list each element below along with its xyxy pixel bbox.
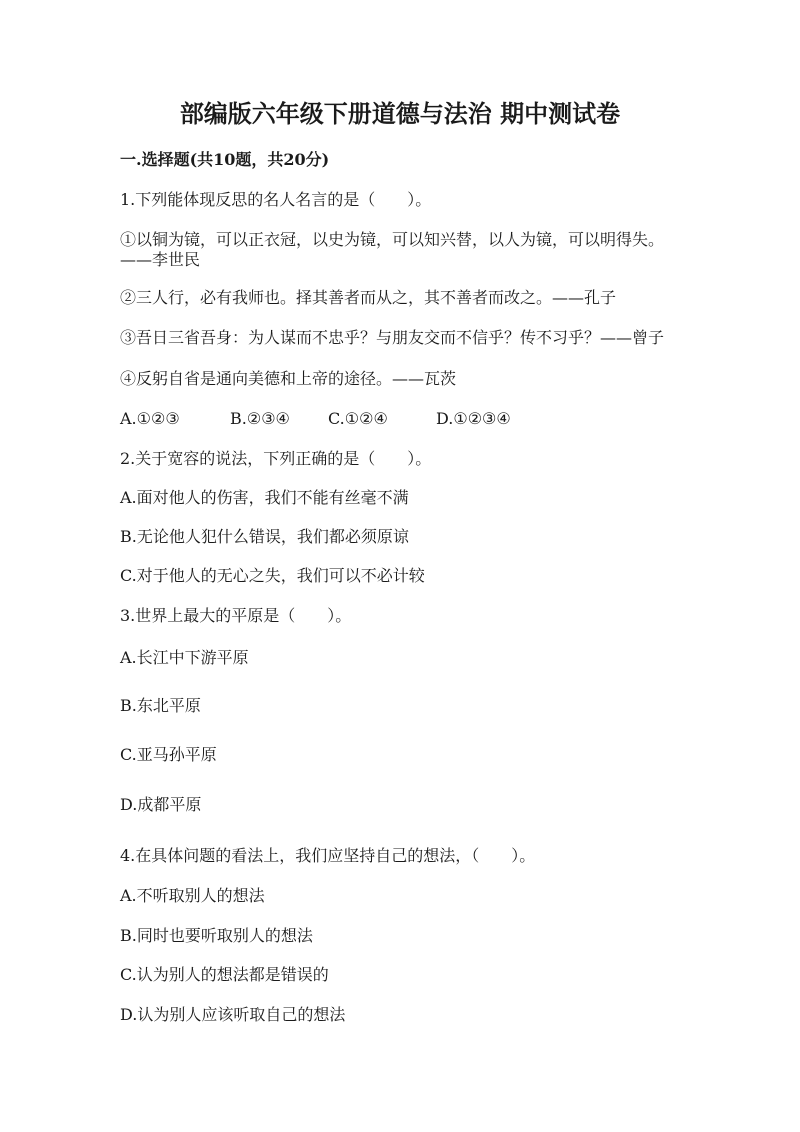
question-1-item-2: ②三人行，必有我师也。择其善者而从之，其不善者而改之。——孔子	[120, 288, 617, 307]
question-1-option-a: A.①②③	[120, 409, 180, 428]
question-2-option-c: C.对于他人的无心之失，我们可以不必计较	[120, 566, 425, 585]
question-3-option-a: A.长江中下游平原	[120, 648, 249, 667]
question-2-option-b: B.无论他人犯什么错误，我们都必须原谅	[120, 527, 409, 546]
question-4-option-b: B.同时也要听取别人的想法	[120, 926, 313, 945]
question-1-option-b: B.②③④	[230, 409, 290, 428]
question-3-stem: 3.世界上最大的平原是（ ）。	[120, 606, 352, 625]
question-4-option-c: C.认为别人的想法都是错误的	[120, 965, 329, 984]
question-1-item-4: ④反躬自省是通向美德和上帝的途径。——瓦茨	[120, 369, 457, 388]
question-1-item-3: ③吾日三省吾身：为人谋而不忠乎？与朋友交而不信乎？传不习乎？——曾子	[120, 328, 665, 347]
question-4-option-d: D.认为别人应该听取自己的想法	[120, 1005, 346, 1024]
question-1-stem: 1.下列能体现反思的名人名言的是（ ）。	[120, 190, 432, 209]
question-3-option-d: D.成都平原	[120, 795, 202, 814]
page-title: 部编版六年级下册道德与法治 期中测试卷	[179, 99, 621, 128]
question-1-option-d: D.①②③④	[436, 409, 511, 428]
question-1-options	[120, 409, 511, 429]
question-1-item-1: ①以铜为镜，可以正衣冠，以史为镜，可以知兴替，以人为镜，可以明得失。	[120, 230, 665, 249]
question-2-option-a: A.面对他人的伤害，我们不能有丝毫不满	[120, 488, 409, 507]
question-2-stem: 2.关于宽容的说法，下列正确的是（ ）。	[120, 449, 432, 468]
question-1-option-c: C.①②④	[328, 409, 388, 428]
question-4-stem: 4.在具体问题的看法上，我们应坚持自己的想法，（ ）。	[120, 846, 536, 865]
question-1-item-1-author: ——李世民	[120, 250, 201, 269]
section-heading: 一.选择题(共10题，共20分)	[120, 150, 330, 169]
question-4-option-a: A.不听取别人的想法	[120, 886, 265, 905]
question-3-option-b: B.东北平原	[120, 696, 201, 715]
question-3-option-c: C.亚马孙平原	[120, 745, 217, 764]
